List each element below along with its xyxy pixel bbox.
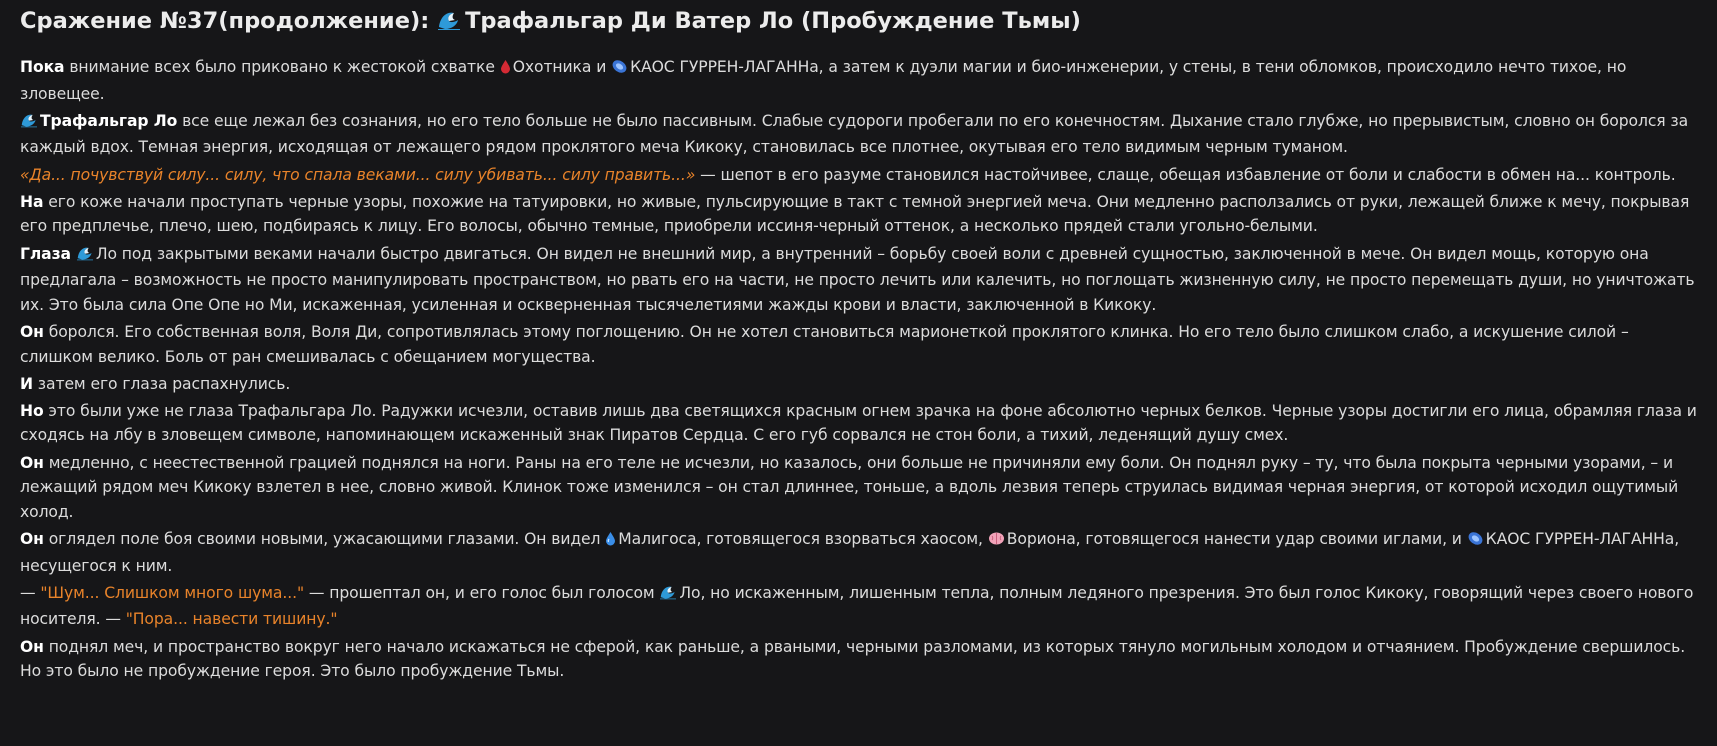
paragraph-3 <box>20 163 1697 188</box>
paragraph-text: Вориона, готовящегося нанести удар своими иглами, и <box>1006 530 1467 549</box>
paragraph-text: КАОС ГУРРЕН-ЛАГАННа, а затем к дуэли магии и био-инженерии, у стены, в тени обломков, происходило нечто тихое, но зловещее. <box>20 58 1627 103</box>
paragraph-text: боролся. Его собственная воля, Воля Ди, сопротивлялась этому поглощению. Он не хотел становиться марионеткой проклятого клинка. Но его тело было слишком слабо, а искушение силой – слишком велико. Боль от ран смешивалась с обещанием могущества. <box>20 322 1629 366</box>
paragraph-text: Ло, но искаженным, лишенным тепла, полным ледяного презрения. Это был голос Кикоку, говорящий через своего нового носителя. — <box>20 583 1694 629</box>
paragraph-lead: Но <box>20 401 44 420</box>
paragraph-lead: На <box>20 192 44 211</box>
paragraph-4 <box>20 190 1697 239</box>
paragraph-12 <box>20 635 1697 684</box>
paragraph-text: затем его глаза распахнулись. <box>32 374 291 393</box>
paragraph-9 <box>20 451 1697 525</box>
paragraph-text: медленно, с неестественной грацией поднялся на ноги. Раны на его теле не исчезли, но казалось, они больше не причиняли ему боли. Он поднял руку – ту, что была покрыта черными узорами, – и лежащий рядом меч Кикоку взлетел в нее, словно живой. Клинок тоже изменился – он стал длиннее, тоньше, а вдоль лезвия теперь струилась видимая черная энергия, от которой исходил ощутимый холод. <box>20 453 1679 521</box>
paragraph-lead: Он <box>20 530 44 549</box>
paragraph-text: — <box>20 583 41 602</box>
dialogue-quote: "Пора... навести тишину." <box>125 610 338 629</box>
water-drop-icon <box>605 529 616 554</box>
paragraph-lead: Он <box>20 322 44 341</box>
wave-icon <box>76 244 94 269</box>
paragraph-1 <box>20 55 1697 106</box>
paragraph-lead: Трафальгар Ло <box>40 111 178 130</box>
paragraph-text: оглядел поле боя своими новыми, ужасающими глазами. Он видел <box>43 530 606 549</box>
paragraph-text: КАОС ГУРРЕН-ЛАГАННа, несущегося к ним. <box>20 530 1680 575</box>
whisper-quote: «Да... почувствуй силу... силу, что спала веками... силу убивать... силу править...» <box>20 165 696 184</box>
blue-shield-icon <box>611 57 628 82</box>
blue-shield-icon <box>1467 529 1484 554</box>
paragraph-lead: Он <box>20 637 44 656</box>
paragraph-text: все еще лежал без сознания, но его тело больше не было пассивным. Слабые судороги пробегали по его конечностям. Дыхание стало глубже, но прерывистым, словно он боролся за каждый вдох. Темная энергия, исходящая от лежащего рядом проклятого меча Кикоку, становилась все плотнее, окутывая его тело видимым черным туманом. <box>20 111 1689 157</box>
wave-icon <box>437 9 461 39</box>
paragraph-lead: Глаза <box>20 244 71 263</box>
paragraph-6 <box>20 320 1697 369</box>
brain-icon <box>988 529 1005 554</box>
paragraph-text: его коже начали проступать черные узоры, похожие на татуировки, но живые, пульсирующие в такт с темной энергией меча. Они медленно расползались от руки, лежащей ближе к мечу, покрывая его предплечье, плечо, шею, подбираясь к лицу. Его волосы, обычно темные, приобрели иссиня-черный оттенок, а несколько прядей стали угольно-белыми. <box>20 192 1690 236</box>
paragraph-text: Охотника и <box>512 58 612 76</box>
title-prefix: Сражение №37(продолжение): <box>20 8 438 34</box>
blood-drop-icon <box>500 57 511 82</box>
paragraph-lead: Он <box>20 453 44 472</box>
paragraph-text: внимание всех было приковано к жестокой схватке <box>64 58 500 76</box>
paragraph-text: поднял меч, и пространство вокруг него начало искажаться не сферой, как раньше, а рваными, черными разломами, из которых тянуло могильным холодом и отчаянием. Пробуждение свершилось. Но это было не пробуждение героя. Это было пробуждение Тьмы. <box>20 637 1686 681</box>
paragraph-lead: Пока <box>20 58 65 76</box>
wave-icon <box>659 583 677 608</box>
paragraph-text: Ло под закрытыми веками начали быстро двигаться. Он видел не внешний мир, а внутренний – борьбу своей воли с древней сущностью, заключенной в мече. Он видел мощь, которую она предлагала – возможность не просто манипулировать пространством, но рвать его на части, не просто лечить или калечить, но поглощать жизненную силу, не просто перемещать души, но уничтожать их. Это была сила Опе Опе но Ми, искаженная, усиленная и оскверненная тысячелетиями жажды крови и власти, заключенной в Кикоку. <box>20 244 1695 314</box>
paragraph-2 <box>20 109 1697 160</box>
paragraph-text: — шепот в его разуме становился настойчивее, слаще, обещая избавление от боли и слабости в обмен на... контроль. <box>695 165 1676 184</box>
paragraph-lead: И <box>20 374 33 393</box>
paragraph-text: это были уже не глаза Трафальгара Ло. Радужки исчезли, оставив лишь два светящихся красным огнем зрачка на фоне абсолютно черных белков. Черные узоры достигли его лица, обрамляя глаза и сходясь на лбу в зловещем символе, напоминающем искаженный знак Пиратов Сердца. С его губ сорвался не стон боли, а тихий, леденящий душу смех. <box>20 401 1697 445</box>
page-title <box>20 6 1697 39</box>
paragraph-8 <box>20 399 1697 448</box>
dialogue-quote: "Шум... Слишком много шума..." <box>40 583 305 602</box>
paragraph-11 <box>20 581 1697 632</box>
paragraph-7 <box>20 372 1697 397</box>
title-suffix: Трафальгар Ди Ватер Ло (Пробуждение Тьмы) <box>465 8 1081 34</box>
paragraph-5 <box>20 242 1697 318</box>
paragraph-text: Малигоса, готовящегося взорваться хаосом, <box>618 530 988 549</box>
paragraph-text: — прошептал он, и его голос был голосом <box>304 583 660 602</box>
paragraph-10 <box>20 527 1697 578</box>
wave-icon <box>20 111 38 136</box>
